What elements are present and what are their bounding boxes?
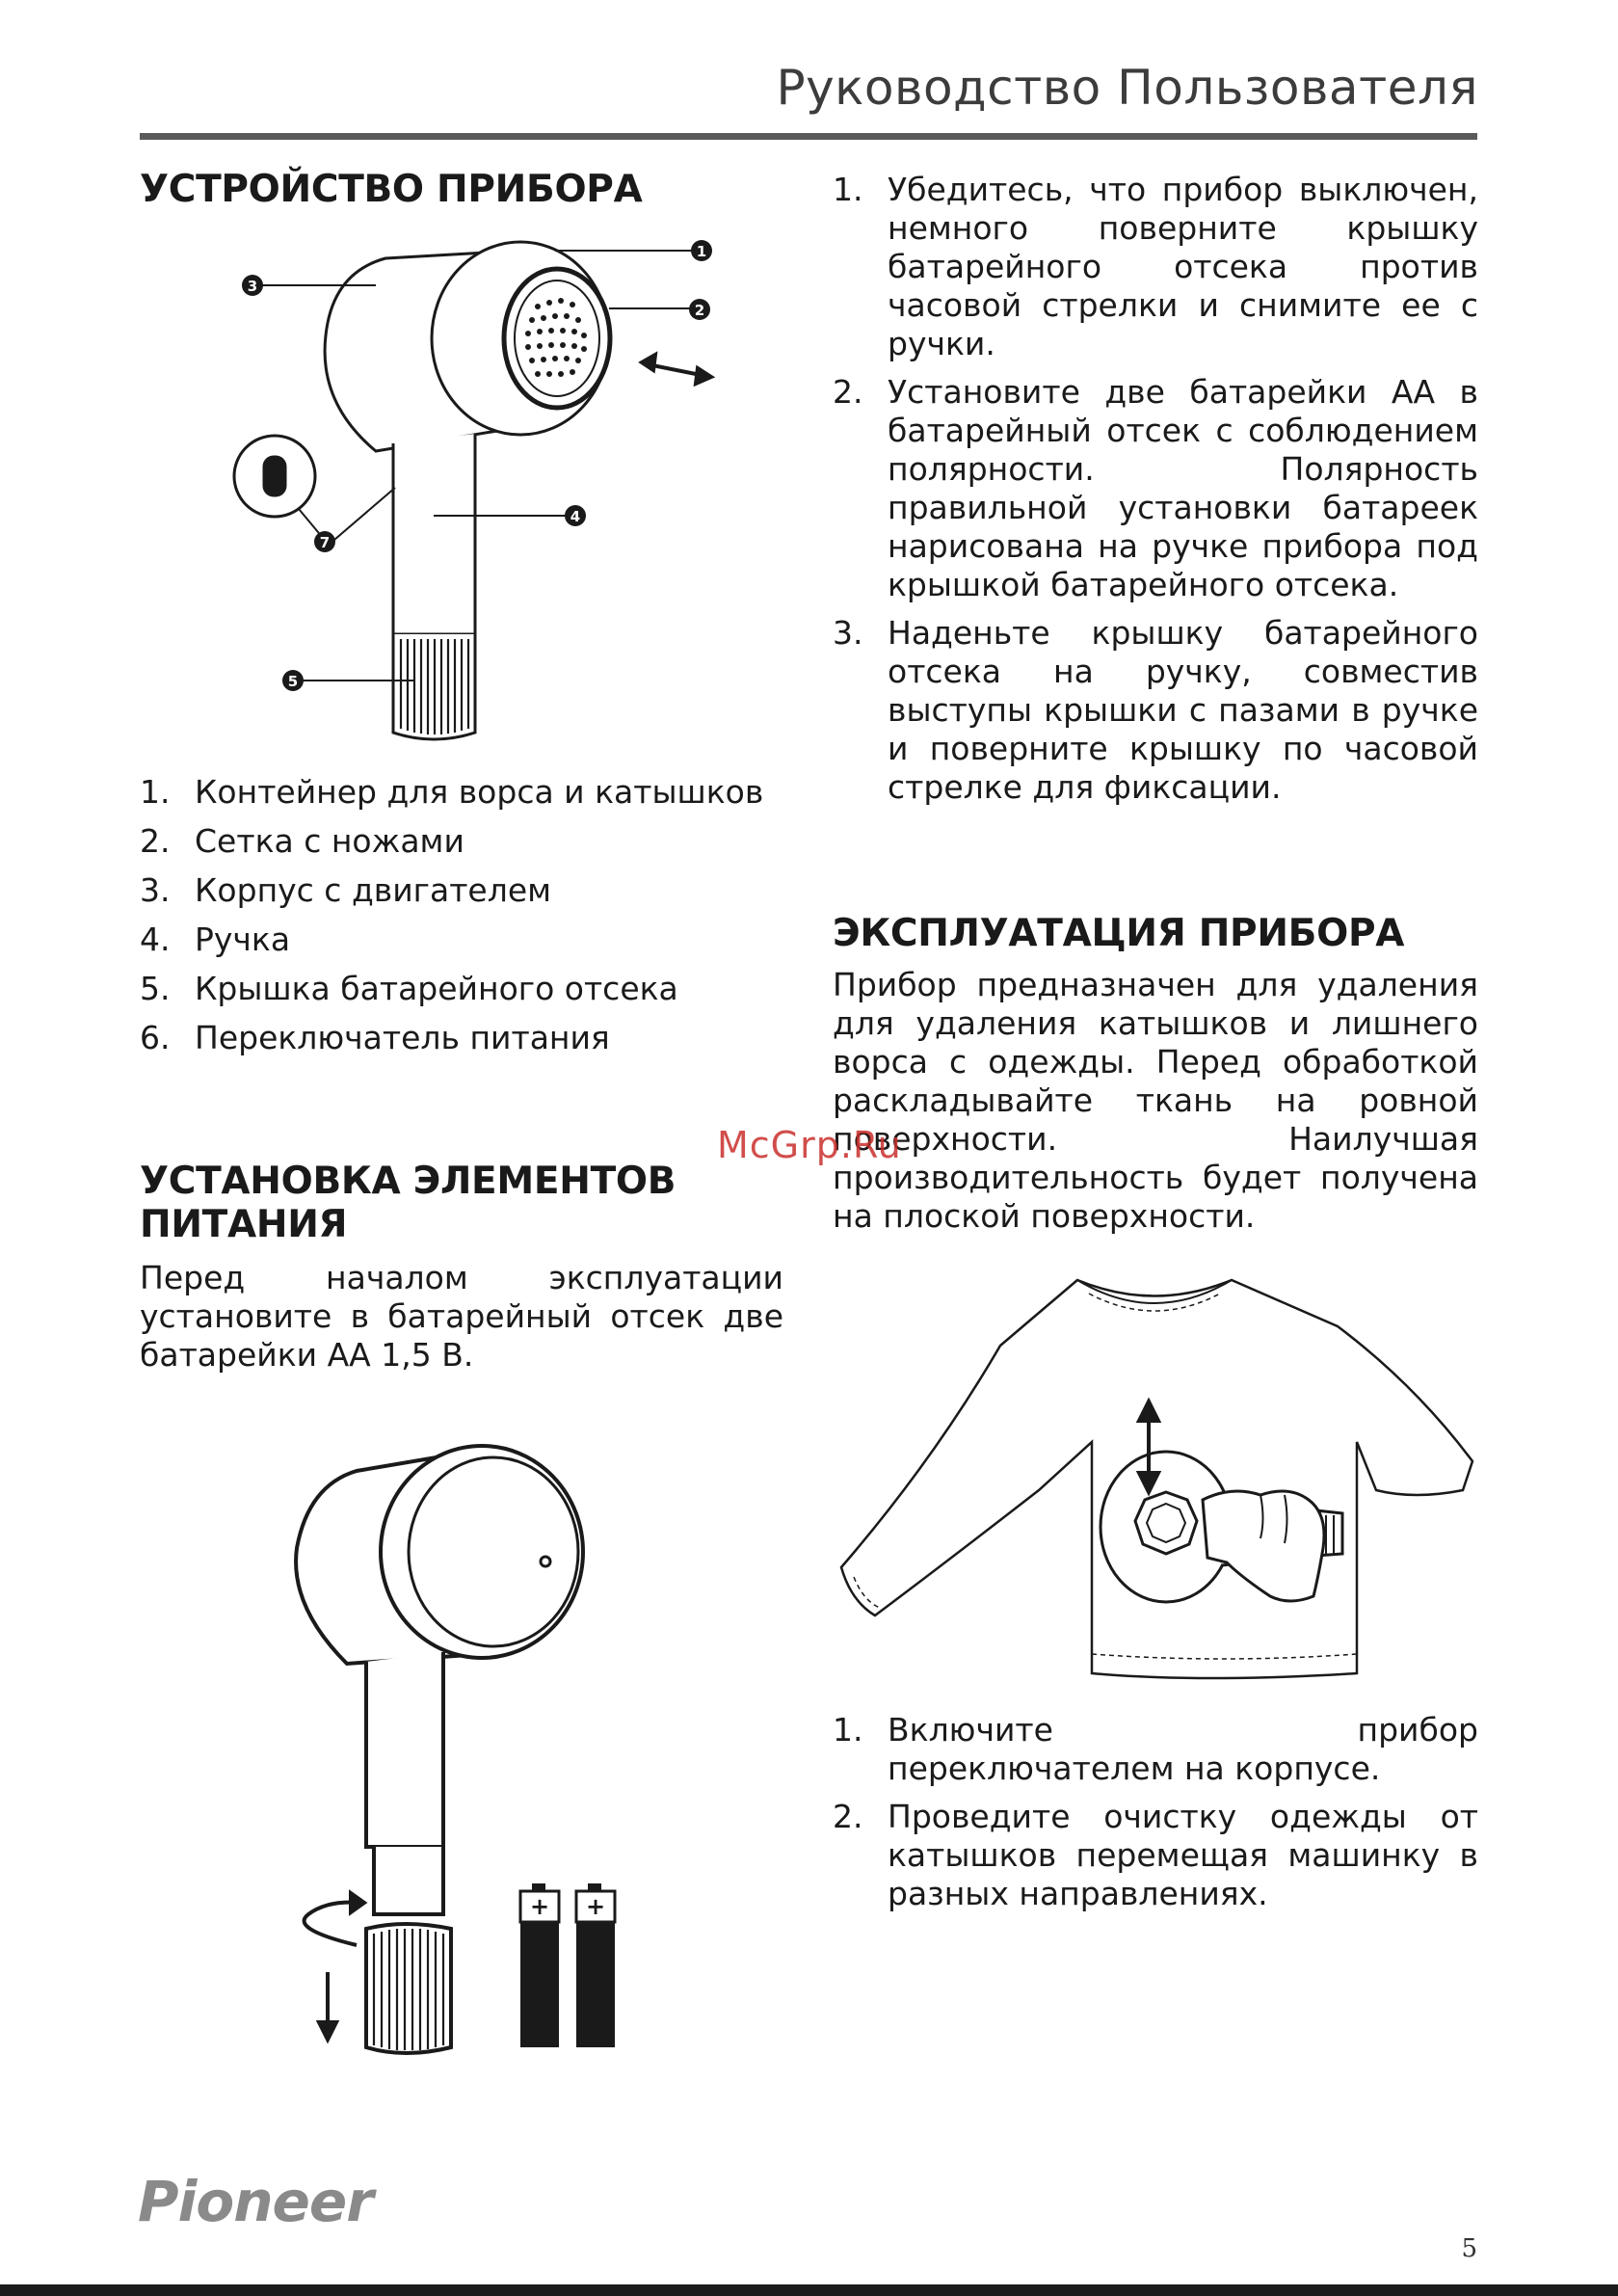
list-item: 3. Наденьте крышку батарейного отсека на ручку, совместив выступы крышки с пазами в ручке и поверните крышку по часовой стрелке для фиксации.: [833, 614, 1478, 806]
running-title: Руководство Пользователя: [776, 60, 1478, 116]
svg-text:+: +: [529, 1893, 550, 1920]
brand-logo: Pioneer: [138, 2169, 373, 2234]
install-steps: [833, 171, 1478, 816]
install-intro: Перед началом эксплуатации установите в батарейный отсек две батарейки АА 1,5 В.: [140, 1259, 783, 1374]
list-item: 6. Переключатель питания: [140, 1019, 610, 1056]
callout-2: [689, 299, 710, 320]
battery-1: [520, 1883, 559, 2047]
svg-text:2: 2: [694, 302, 705, 319]
battery-install-diagram: [289, 1442, 646, 2059]
shirt-illustration: [836, 1268, 1480, 1683]
usage-intro: Прибор предназначен для удаления для удаления катышков и лишнего ворса с одежды. Перед обработкой раскладывайте ткань на ровной поверхности. Наилучшая производительность будет получена на плоской поверхности.: [833, 966, 1478, 1235]
header-divider: [140, 133, 1477, 140]
callout-5: [282, 670, 304, 691]
list-item: 2. Установите две батарейки АА в батарейный отсек с соблюдением полярности. Полярность правильной установки батареек нарисована на ручке прибора под крышкой батарейного отсека.: [833, 373, 1478, 603]
list-item: 1. Убедитесь, что прибор выключен, немного поверните крышку батарейного отсека против часовой стрелки и снимите ее с ручки.: [833, 171, 1478, 362]
device-heading: УСТРОЙСТВО ПРИБОРА: [140, 168, 643, 211]
usage-heading: ЭКСПЛУАТАЦИЯ ПРИБОРА: [833, 912, 1405, 955]
down-arrow: [319, 1972, 336, 2040]
list-item: 3. Корпус с двигателем: [140, 871, 552, 909]
page-number: 5: [1461, 2234, 1477, 2263]
svg-text:1: 1: [696, 243, 707, 260]
svg-text:+: +: [585, 1893, 606, 1920]
list-item: 2. Сетка с ножами: [140, 822, 464, 860]
svg-text:3: 3: [247, 278, 258, 295]
svg-text:4: 4: [570, 508, 581, 525]
list-item: 4. Ручка: [140, 921, 291, 958]
parts-list: [140, 767, 795, 1062]
list-item: 5. Крышка батарейного отсека: [140, 970, 678, 1007]
callout-1: [691, 240, 712, 261]
svg-text:7: 7: [319, 534, 331, 551]
battery-2: [576, 1883, 615, 2047]
callout-3: [242, 275, 263, 296]
list-item: 1. Контейнер для ворса и катышков: [140, 773, 764, 811]
callout-7: [314, 531, 335, 552]
list-item: 1. Включите прибор переключателем на корпусе.: [833, 1711, 1478, 1787]
direction-arrow: [642, 355, 711, 384]
callout-4: [565, 505, 586, 526]
rotate-arrow: [305, 1893, 364, 1945]
watermark: McGrp.Ru: [717, 1124, 902, 1166]
usage-steps: [833, 1711, 1478, 1923]
bottom-border: [0, 2284, 1618, 2296]
svg-text:5: 5: [287, 673, 299, 690]
install-heading: УСТАНОВКА ЭЛЕМЕНТОВ ПИТАНИЯ: [140, 1160, 676, 1246]
device-diagram: [231, 229, 742, 761]
list-item: 2. Проведите очистку одежды от катышков перемещая машинку в разных направлениях.: [833, 1798, 1478, 1912]
handle-shape: [393, 434, 475, 634]
